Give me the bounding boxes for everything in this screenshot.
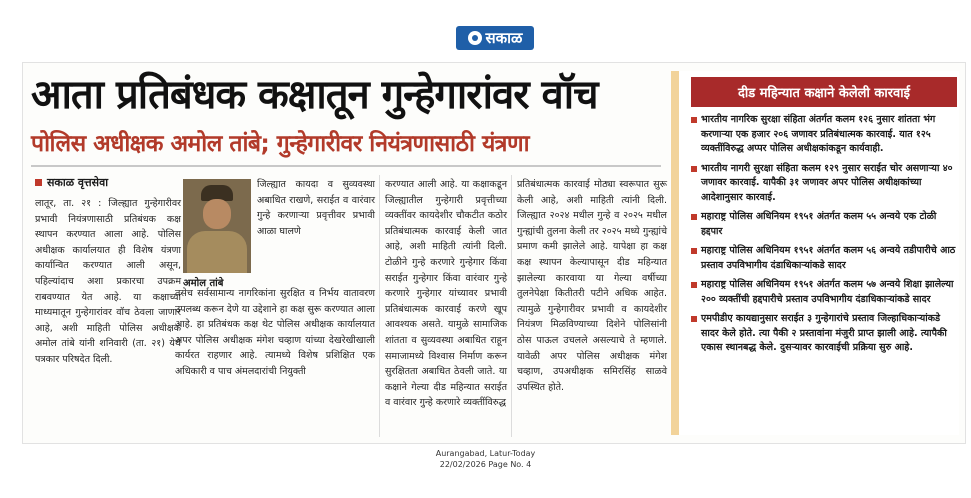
sidebar-accent-band [671,71,679,435]
divider [31,165,661,167]
masthead-name: सकाळ [485,29,523,47]
sidebar-list-item: भारतीय नागरी सुरक्षा संहिता कलम १२९ नुसार सराईत चोर असणाऱ्या ४० जणावर कारवाई. यापैकी ३१ जणावर अपर पोलिस अधीक्षकांच्या आदेशानुसार कारवाई. [691,162,959,206]
footer-edition: Aurangabad, Latur-Today [435,449,536,458]
article-column-2-top: जिल्ह्यात कायदा व सुव्यवस्था अबाधित राखणे, सराईत व वारंवार गुन्हे करणाऱ्या प्रवृत्तीवर प्रभावी आळा घालणे [257,179,375,237]
photo-face [203,199,231,229]
article-headline: आता प्रतिबंधक कक्षातून गुन्हेगारांवर वॉच [31,71,598,118]
sidebar-list-item: महाराष्ट्र पोलिस अधिनियम १९५१ अंतर्गत कलम ५५ अन्वये एक टोळी हद्दपार [691,210,959,239]
byline-marker-icon [35,179,42,186]
sidebar-title: दीड महिन्यात कक्षाने केलेली कारवाई [691,77,957,107]
author-photo [183,179,251,273]
sidebar-list-item: महाराष्ट्र पोलिस अधिनियम १९५१ अंतर्गत कलम ५६ अन्वये तडीपारीचे आठ प्रस्ताव उपविभागीय दंडाधिकाऱ्यांकडे सादर [691,244,959,273]
article-subheadline: पोलिस अधीक्षक अमोल तांबे; गुन्हेगारीवर नियंत्रणासाठी यंत्रणा [31,131,530,157]
column-divider [379,175,380,437]
article-column-1: लातूर, ता. २१ : जिल्ह्यात गुन्हेगारीवर प्रभावी नियंत्रणासाठी प्रतिबंधक कक्ष स्थापन करण्यात आला आहे. पोलिस अधीक्षक कार्यालयात ही विशेष यंत्रणा कार्यान्वित करण्यात आली असून, पहिल्यांदाच अशा प्रकारचा उपक्रम राबवण्यात येत आहे. या कक्षाच्या माध्यमातून गुन्हेगारांवर वॉच ठेवला जाणार आहे, अशी माहिती पोलिस अधीक्षक अमोल तांबे यांनी शनिवारी (ता. २१) येथे पत्रकार परिषदेत दिली. [35,198,181,365]
column-divider [511,175,512,437]
sidebar-list [691,113,959,361]
photo-caption: अमोल तांबे [183,278,224,289]
byline-text: सकाळ वृत्तसेवा [47,176,109,189]
sidebar-list-item: भारतीय नागरिक सुरक्षा संहिता अंतर्गत कलम १२६ नुसार शांतता भंग करणाऱ्या एक हजार २०६ जणावर प्रतिबंधात्मक कारवाई. यात १२५ व्यक्तींविरुद्ध अप्पर पोलिस अधीक्षकांकडून कार्यवाही. [691,113,959,157]
photo-uniform [187,231,247,273]
article-column-2: तसेच सर्वसामान्य नागरिकांना सुरक्षित व निर्भय वातावरण उपलब्ध करून देणे या उद्देशाने हा कक्ष सुरू करण्यात आला आहे. हा प्रतिबंधक कक्ष थेट पोलिस अधीक्षक कार्यालयात अपर पोलिस अधीक्षक मंगेश चव्हाण यांच्या देखरेखीखाली कार्यरत राहणार आहे. त्यामध्ये विशेष प्रशिक्षित एक अधिकारी व पाच अंमलदारांची नियुक्ती [175,288,375,377]
newspaper-clipping [22,62,966,444]
article-column-3: करण्यात आली आहे. या कक्षाकडून जिल्ह्यातील गुन्हेगारी प्रवृत्तीच्या व्यक्तींवर कायदेशीर चौकटीत कठोर प्रतिबंधात्मक कारवाई केली जात आहे, अशी माहिती त्यांनी दिली. टोळीने गुन्हे करणारे गुन्हेगार किंवा सराईत गुन्हेगार किंवा वारंवार गुन्हे करणारे गुन्हेगार यांच्यावर प्रभावी प्रतिबंधात्मक कारवाई करणे खूप आवश्यक असते. यामुळे सामाजिक शांतता व सुव्यवस्था अबाधित राहून समाजामध्ये विश्वास निर्माण करून सुरक्षितता अबाधित ठेवली जाते. या कक्षाने गेल्या दीड महिन्यात सराईत व वारंवार गुन्हे करणारे व्यक्तींविरुद्ध [385,179,507,409]
article-column-4: प्रतिबंधात्मक कारवाई मोठ्या स्वरूपात सुरू केली आहे, अशी माहिती त्यांनी दिली. जिल्ह्यात २०२४ मधील गुन्हे व २०२५ मधील गुन्ह्यांची तुलना केली तर २०२५ मध्ये गुन्ह्यांचे प्रमाण कमी झालेले आहे. यापेक्षा हा कक्ष कक्ष स्थापन केल्यापासून दीड महिन्यात झालेल्या कारवाया या गेल्या वर्षीच्या तुलनेपेक्षा कितीतरी पटीने अधिक आहेत. त्यामुळे गुन्हेगारीवर प्रभावी व कायदेशीर नियंत्रण मिळविण्याच्या दिशेने पोलिसांनी ठोस पाऊल उचलले असल्याचे ते म्हणाले. यावेळी अपर पोलिस अधीक्षक मंगेश चव्हाण, उपअधीक्षक समिरसिंह साळवे उपस्थित होते. [517,179,667,393]
sidebar-list-item: एमपीडीए कायद्यानुसार सराईत ३ गुन्हेगारांचे प्रस्ताव जिल्हाधिकाऱ्यांकडे सादर केले होते. त्या पैकी २ प्रस्तावांना मंजुरी प्राप्त झाली आहे. त्यापैकी एकास स्थानबद्ध केले. दुसऱ्यावर कारवाईची प्रक्रिया सुरु आहे. [691,312,959,356]
page-footer [0,448,971,470]
sidebar-list-item: महाराष्ट्र पोलिस अधिनियम १९५१ अंतर्गत कलम ५७ अन्वये शिक्षा झालेल्या २०० व्यक्तींची हद्दपारीचे प्रस्ताव उपविभागीय दंडाधिकाऱ्यांकडे सादर [691,278,959,307]
sidebar-box [671,71,959,435]
byline [35,175,108,190]
logo-mark-icon [468,31,482,45]
footer-date-page: 22/02/2026 Page No. 4 [439,460,532,469]
masthead-logo [456,26,534,50]
